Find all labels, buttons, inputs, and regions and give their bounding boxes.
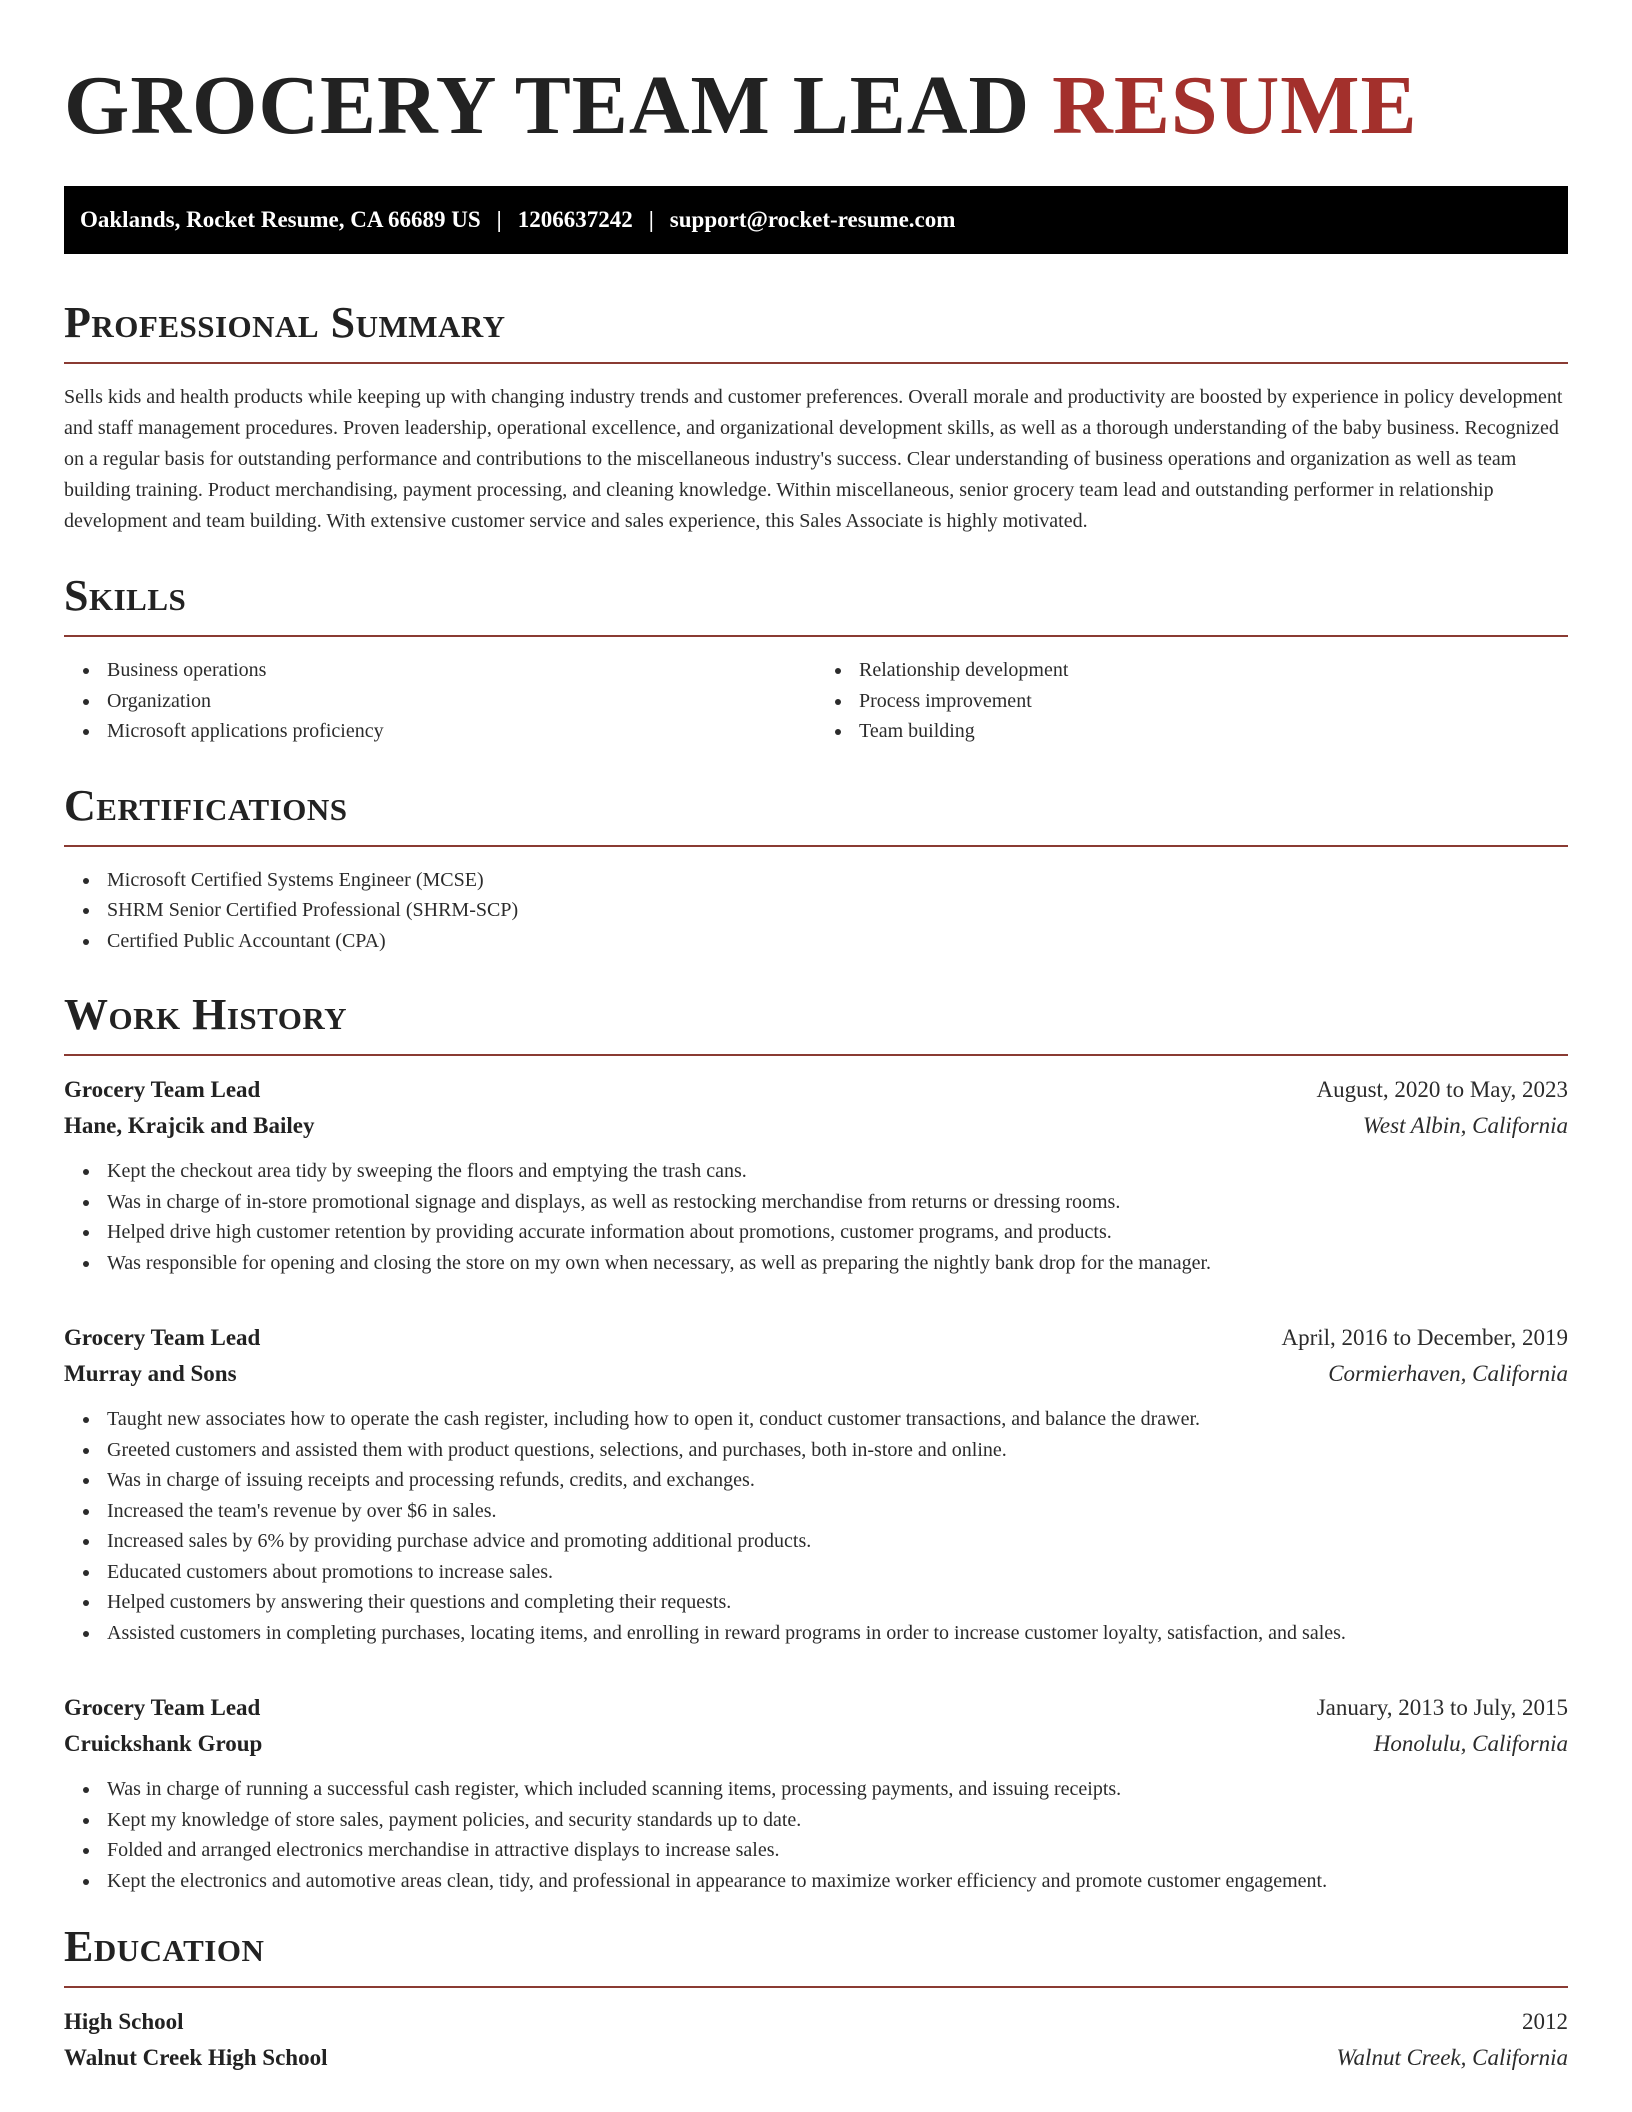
work-section: [64, 990, 1568, 1896]
skills-section: [64, 571, 1568, 747]
contact-email[interactable]: support@rocket-resume.com: [669, 207, 956, 232]
job-company-row: [64, 1726, 1568, 1762]
skill-item: Organization: [107, 686, 816, 717]
skill-item: Process improvement: [859, 686, 1568, 717]
job-bullets: [64, 1156, 1568, 1278]
job-bullet: Folded and arranged electronics merchandise in attractive displays to increase sales.: [107, 1835, 1568, 1866]
job-bullets: [64, 1774, 1568, 1896]
skills-heading: Skills: [64, 571, 187, 620]
contact-separator: |: [496, 207, 502, 232]
job-dates: August, 2020 to May, 2023: [1316, 1077, 1568, 1102]
job-location: West Albin, California: [1362, 1113, 1568, 1138]
education-school-row: [64, 2040, 1568, 2076]
education-year: 2012: [1522, 2009, 1568, 2034]
job-location: Honolulu, California: [1373, 1731, 1568, 1756]
certification-item: Microsoft Certified Systems Engineer (MCSE): [107, 865, 1568, 896]
section-divider: [64, 1986, 1568, 1988]
section-divider: [64, 1054, 1568, 1056]
job-bullet: Taught new associates how to operate the cash register, including how to open it, conduct customer transactions, and balance the drawer.: [107, 1404, 1568, 1435]
title-accent: RESUME: [1052, 59, 1418, 152]
skill-item: Microsoft applications proficiency: [107, 716, 816, 747]
job-dates: April, 2016 to December, 2019: [1281, 1325, 1568, 1350]
job-company: Hane, Krajcik and Bailey: [64, 1113, 315, 1138]
section-divider: [64, 635, 1568, 637]
job-bullet: Assisted customers in completing purchases, locating items, and enrolling in reward programs in order to increase customer loyalty, satisfaction, and sales.: [107, 1618, 1568, 1649]
education-school: Walnut Creek High School: [64, 2045, 328, 2070]
job-title-row: [64, 1072, 1568, 1108]
job-bullet: Kept my knowledge of store sales, payment policies, and security standards up to date.: [107, 1805, 1568, 1836]
certifications-heading: Certifications: [64, 780, 348, 830]
skill-item: Relationship development: [859, 655, 1568, 686]
job-bullet: Was in charge of running a successful cash register, which included scanning items, processing payments, and issuing receipts.: [107, 1774, 1568, 1805]
summary-heading: Professional Summary: [64, 298, 506, 347]
job-bullet: Was in charge of issuing receipts and processing refunds, credits, and exchanges.: [107, 1465, 1568, 1496]
skill-item: Team building: [859, 716, 1568, 747]
section-divider: [64, 845, 1568, 847]
skills-grid: [64, 655, 1568, 747]
certifications-section: [64, 781, 1568, 957]
summary-section: [64, 298, 1568, 537]
job-bullet: Was in charge of in-store promotional signage and displays, as well as restocking merchandise from returns or dressing rooms.: [107, 1187, 1568, 1218]
section-divider: [64, 362, 1568, 364]
certification-item: Certified Public Accountant (CPA): [107, 926, 1568, 957]
skills-list-left: [64, 655, 816, 747]
summary-text: Sells kids and health products while keeping up with changing industry trends and customer preferences. Overall morale and productivity are boosted by experience in policy development and staff management procedures. Proven leadership, operational excellence, and organizational development skills, as well as a thorough understanding of the baby business. Recognized on a regular basis for outstanding performance and contributions to the miscellaneous industry's success. Clear understanding of business operations and organization as well as team building training. Product merchandising, payment processing, and cleaning knowledge. Within miscellaneous, senior grocery team lead and outstanding performer in relationship development and team building. With extensive customer service and sales experience, this Sales Associate is highly motivated.: [64, 386, 1563, 532]
job-bullet: Helped customers by answering their questions and completing their requests.: [107, 1587, 1568, 1618]
job-company-row: [64, 1108, 1568, 1144]
job-bullets: [64, 1404, 1568, 1648]
job-title: Grocery Team Lead: [64, 1695, 261, 1720]
education-location: Walnut Creek, California: [1336, 2045, 1568, 2070]
resume-title: [64, 58, 1568, 154]
contact-address: Oaklands, Rocket Resume, CA 66689 US: [80, 207, 481, 232]
job-bullet: Helped drive high customer retention by providing accurate information about promotions, customer programs, and products.: [107, 1217, 1568, 1248]
job-bullet: Was responsible for opening and closing the store on my own when necessary, as well as preparing the nightly bank drop for the manager.: [107, 1248, 1568, 1279]
skill-item: Business operations: [107, 655, 816, 686]
job-title: Grocery Team Lead: [64, 1077, 261, 1102]
education-degree: High School: [64, 2009, 184, 2034]
job-entry: [64, 1320, 1568, 1648]
job-bullet: Increased sales by 6% by providing purchase advice and promoting additional products.: [107, 1526, 1568, 1557]
education-degree-row: [64, 2004, 1568, 2040]
job-title-row: [64, 1690, 1568, 1726]
job-bullet: Increased the team's revenue by over $6 in sales.: [107, 1496, 1568, 1527]
education-section: [64, 1922, 1568, 2076]
contact-separator: |: [648, 207, 654, 232]
contact-phone[interactable]: 1206637242: [517, 207, 633, 232]
job-dates: January, 2013 to July, 2015: [1316, 1695, 1568, 1720]
job-bullet: Kept the electronics and automotive areas clean, tidy, and professional in appearance to maximize worker efficiency and promote customer engagement.: [107, 1866, 1568, 1897]
title-main: GROCERY TEAM LEAD: [64, 59, 1031, 152]
job-company: Cruickshank Group: [64, 1731, 263, 1756]
job-title: Grocery Team Lead: [64, 1325, 261, 1350]
job-company: Murray and Sons: [64, 1361, 237, 1386]
skills-list-right: [816, 655, 1568, 747]
job-bullet: Educated customers about promotions to increase sales.: [107, 1557, 1568, 1588]
certifications-list: [64, 865, 1568, 957]
work-heading: Work History: [64, 990, 348, 1039]
contact-bar: [64, 186, 1568, 254]
job-title-row: [64, 1320, 1568, 1356]
job-bullet: Kept the checkout area tidy by sweeping the floors and emptying the trash cans.: [107, 1156, 1568, 1187]
job-entry: [64, 1690, 1568, 1896]
job-company-row: [64, 1356, 1568, 1392]
education-heading: Education: [64, 1922, 265, 1971]
job-entry: [64, 1072, 1568, 1278]
job-bullet: Greeted customers and assisted them with product questions, selections, and purchases, both in-store and online.: [107, 1435, 1568, 1466]
job-location: Cormierhaven, California: [1328, 1361, 1568, 1386]
certification-item: SHRM Senior Certified Professional (SHRM-SCP): [107, 895, 1568, 926]
